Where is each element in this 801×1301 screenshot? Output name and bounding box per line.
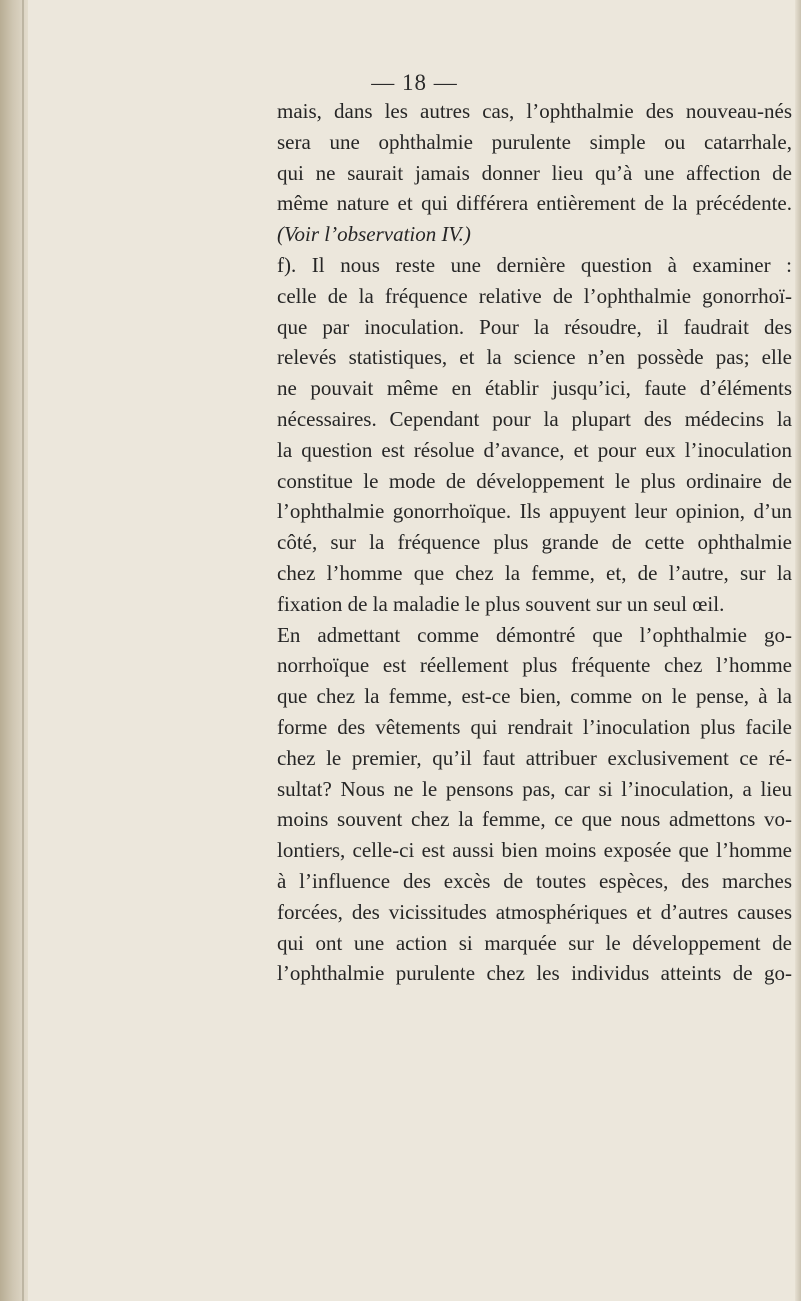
- text-line: que chez la femme, est-ce bien, comme on le pense, à la: [277, 684, 792, 709]
- text-line: En admettant comme démontré que l’ophthalmie go-: [277, 622, 792, 647]
- text-line: forcées, des vicissitudes atmosphériques et d’autres causes: [277, 899, 792, 924]
- text-line: relevés statistiques, et la science n’en possède pas; elle: [277, 345, 792, 370]
- text-line: sera une ophthalmie purulente simple ou catarrhale,: [277, 129, 792, 154]
- text-line: mais, dans les autres cas, l’ophthalmie des nouveau-nés: [277, 99, 792, 123]
- text-line: l’ophthalmie gonorrhoïque. Ils appuyent leur opinion, d’un: [277, 499, 792, 524]
- text-line: chez l’homme que chez la femme, et, de l’autre, sur la: [277, 560, 792, 585]
- page-number: — 18 —: [371, 70, 458, 95]
- text-line: la question est résolue d’avance, et pour eux l’inoculation: [277, 437, 792, 462]
- text-line: même nature et qui différera entièrement de la précédente.: [277, 191, 792, 216]
- text-line: à l’influence des excès de toutes espèces, des marches: [277, 868, 792, 893]
- text-line: l’ophthalmie purulente chez les individus atteints de go-: [277, 961, 792, 986]
- body-text: [277, 96, 792, 989]
- text-line: que par inoculation. Pour la résoudre, il faudrait des: [277, 314, 792, 339]
- text-line: ne pouvait même en établir jusqu’ici, faute d’éléments: [277, 376, 792, 401]
- text-line: celle de la fréquence relative de l’ophthalmie gonorrhoï-: [277, 283, 792, 308]
- text-line: constitue le mode de développement le plus ordinaire de: [277, 468, 792, 493]
- binding-edge: [0, 0, 28, 1301]
- text-line: qui ont une action si marquée sur le développement de: [277, 930, 792, 955]
- text-line: lontiers, celle-ci est aussi bien moins exposée que l’homme: [277, 838, 792, 863]
- book-page: [28, 0, 801, 1301]
- text-line: côté, sur la fréquence plus grande de cette ophthalmie: [277, 530, 792, 555]
- text-line: fixation de la maladie le plus souvent sur un seul œil.: [277, 591, 725, 616]
- text-line: nécessaires. Cependant pour la plupart des médecins la: [277, 406, 792, 431]
- text-line: moins souvent chez la femme, ce que nous admettons vo-: [277, 807, 792, 832]
- text-line: qui ne saurait jamais donner lieu qu’à une affection de: [277, 160, 792, 185]
- text-line: sultat? Nous ne le pensons pas, car si l’inoculation, a lieu: [277, 776, 792, 801]
- text-line: chez le premier, qu’il faut attribuer exclusivement ce ré-: [277, 745, 792, 770]
- text-line-reference: (Voir l’observation IV.): [277, 222, 471, 247]
- text-line: f). Il nous reste une dernière question à examiner :: [277, 252, 792, 277]
- text-line: forme des vêtements qui rendrait l’inoculation plus facile: [277, 714, 792, 739]
- text-line: norrhoïque est réellement plus fréquente chez l’homme: [277, 653, 792, 678]
- page-right-edge: [795, 0, 801, 1301]
